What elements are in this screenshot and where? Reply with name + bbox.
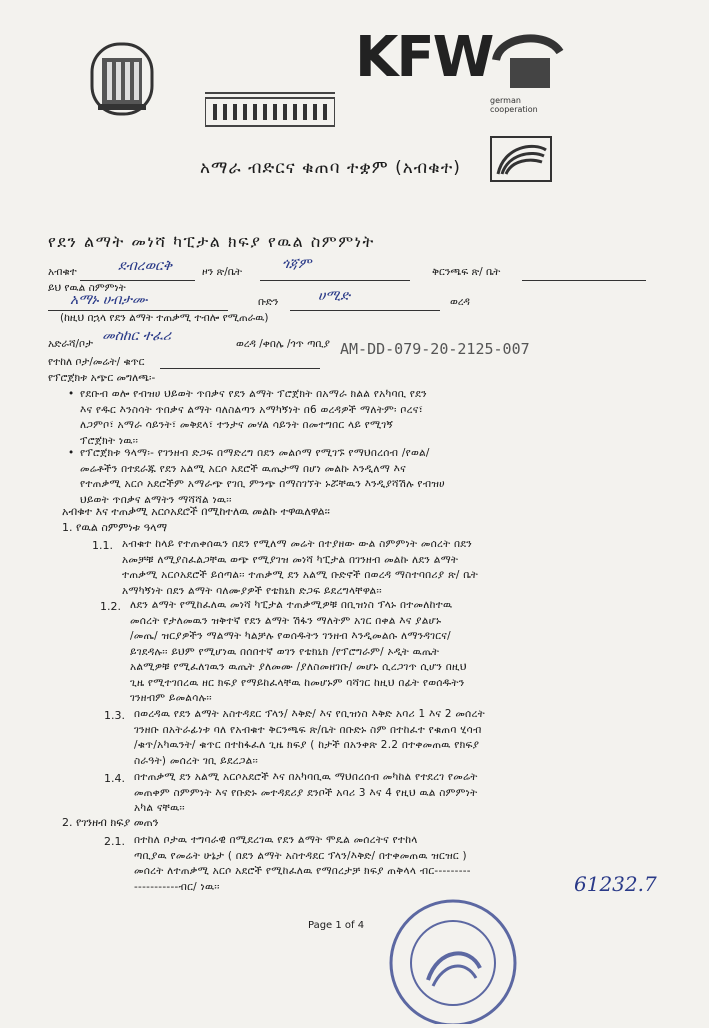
branch-label: አብቁተ xyxy=(48,266,77,278)
project-bullet-1: • የደቡብ ወሎ የብዝሀ ህይወት ጥበቃና የደን ልማት ፕሮጀክት በአማራ ክልል የአካባቢ የደን እና የዱር እንስሳት ጥበቃና ልማት ባለስልጣን አማካኝነት በ6 ወረዳዎች ማለትም፡ ቦረና፣ ለጋምቦ፣ አማራ ሳይንት፣ መቅደላ፣ ተንታና መሃል ሳይንት በመተግበር ላይ የሚገኝ ፕሮጀክት ነዉ፡፡ xyxy=(80,387,660,449)
group-label: ቡድን xyxy=(258,296,279,308)
clause-2-1-number: 2.1. xyxy=(104,835,125,848)
clause-1-2-number: 1.2. xyxy=(100,600,121,613)
amhara-building-logo xyxy=(88,36,156,118)
clause-1-4-number: 1.4. xyxy=(104,772,125,785)
institution-stamp xyxy=(378,888,528,1024)
kfw-logo: KFW xyxy=(355,25,493,90)
project-bullet-2: • የፕሮጀክቱ ዓላማ፡- የገንዘብ ድጋፍ በማድረግ በደን መልሶማ የሚገኙ የማህበረሰብ /የወል/ መሬቶችን በተደራጁ የደን አልሚ አርሶ አደሮች ዉጤታማ በሆነ መልኩ እንዲለማ እና የተጠቃሚ አርሶ አደሮችም አማራጭ የገቢ ምንጭ በማስገኘት ኑሯቸዉን እንዲያሻሽሉ የብዝሀ ህይወት ጥበቃና ልማትን ማሻሻል ነዉ፡፡ xyxy=(80,446,660,508)
beneficiary-underline xyxy=(48,310,228,311)
german-cooperation-label: german cooperation xyxy=(490,96,538,114)
section-2-title: 2. የገንዘብ ክፍያ መጠን xyxy=(62,816,159,829)
plot-number-value: AM-DD-079-20-2125-007 xyxy=(340,340,530,358)
section-1-title: 1. የዉል ስምምነቱ ዓላማ xyxy=(62,521,168,534)
handwritten-margin-number: 61232.7 xyxy=(574,872,657,896)
project-description-label: የፕሮጀክቱ አጭር መግለጫ፡- xyxy=(48,372,156,384)
group-value: ሀሚድ xyxy=(318,288,350,304)
zone-office-value: ጎጃም xyxy=(282,256,312,272)
header-bar-graphic xyxy=(205,92,335,130)
clause-1-2-text: ለደን ልማት የሚከፈለዉ መነሻ ካፒታል ተጠቃሚዎቹ በቢዝነስ ፕላኑ በተመለከተዉ መሰረት የታለመዉን ዝቅተኛ የደን ልማት ሽፋን ማለትም አገር በቀል እና ያልሆኑ /መጤ/ ዝርያዎችን ማልማት ካልቻሉ የወሰዱትን ገንዘብ እንዲመልሱ ለማንዳገርና/ ይገደዳሉ፡፡ ይህም የሚሆነዉ በሰበተኛ ወገን የቴክኒክ /የፕሮግራም/ ኦዲት ዉጤት አልሚዎቹ የሚፈለገዉን ዉጤት ያለመሙ /ያለስመዘገቡ/ መሆኑ ሲረጋገጥ ሲሆን በዚህ ጊዜ የሚተገበረዉ ዘር ክፍያ የማይከፈላቸዉ ከመሆኑም ባሻገር ከዚህ በፊት የወሰዱትን ገንዘብም ይመልሳሉ፡፡ xyxy=(130,599,467,704)
plot-number-underline xyxy=(160,368,320,369)
document-title: የደን ልማት መነሻ ካፒታል ክፍያ የዉል ስምምነት xyxy=(48,232,375,251)
agreement-label: ይህ የዉል ስምምነት xyxy=(48,282,126,294)
clause-1-3-number: 1.3. xyxy=(104,709,125,722)
address-suffix: ወረዳ /ቀበሌ /ጎጥ ጣቢያ xyxy=(236,338,330,350)
plot-number-label: የተከለ ቦታ/መሬት/ ቁጥር xyxy=(48,356,145,368)
address-label: አድራሻ/ቦታ xyxy=(48,338,93,350)
clause-1-1-number: 1.1. xyxy=(92,539,113,552)
beneficiary-note: (ከዚህ በኋላ የደን ልማት ተጠቃሚ ተብሎ የሚጠራዉ) xyxy=(60,312,269,324)
zone-office-label: ዞን ጽ/ቤት xyxy=(202,266,243,278)
beneficiary-name-value: አማኑ ሀብታሙ xyxy=(70,292,148,308)
address-value: መስከር ተፈሪ xyxy=(102,328,171,344)
branch-value: ደብረወርቅ xyxy=(118,258,173,274)
clause-2-1-text: በተከለ ቦታዉ ተግባራዊ በሚደረገዉ የደን ልማት ሞዴል መሰረትና የተከላ ጣቢያዉ የመሬት ሁኔታ ( በደን ልማት አስተዳደር ፕላን/እቅድ/ በተቀመጠዉ ዝርዝር ) መሰረት ለተጠቃሚ አርሶ አደሮች የሚከፈለዉ የማበረታቻ ክፍያ ጠቅላላ ብር--------- -----------ብር/ ነዉ፡፡ xyxy=(134,834,471,893)
intro-line: አብቁተ እና ተጠቃሚ አርሶአደሮች በሚከተለዉ መልኩ ተዋዉለዋል፡፡ xyxy=(62,505,330,518)
zone-office-underline xyxy=(260,280,410,281)
sub-branch-underline xyxy=(522,280,646,281)
clause-1-1-text: አብቁተ ከላይ የተጠቀሰዉን በደን የሚለማ መሬት በተያዘው ውል ስምምነት መሰረት በደን አመቻቹ ለሚያስፈልጋቸዉ ወጭ የሚያገዝ መነሻ ካፒታል በገንዘብ መልኩ ለደን ልማት ተጠቃሚ አርሶአደሮች ይሰጣል፡፡ ተጠቃሚ ደን አልሚ ቡድኖች በወረዳ ማስተባበሪያ ጽ/ ቤት አማካኝነት በደን ልማት ባለሙያዎች የቴክኒክ ድጋፍ ይደረግላቸዋል፡፡ xyxy=(122,538,479,597)
clause-1-4-text: በተጠቃሚ ደን አልሚ አርሶአደሮች እና በአካባቢዉ ማህበረሰብ መካከል የተደረገ የመሬት መጠቀም ስምምነት እና የቡድኑ መተዳደሪያ ደንቦች አባሪ 3 እና 4 የዚህ ዉል ስምምነት አካል ናቸዉ፡፡ xyxy=(134,771,478,814)
page-footer: Page 1 of 4 xyxy=(308,920,365,931)
sub-branch-label: ቅርንጫፍ ጽ/ ቤት xyxy=(432,266,501,278)
group-underline xyxy=(290,310,440,311)
acsi-logo xyxy=(490,136,552,182)
woreda-suffix: ወረዳ xyxy=(450,296,470,308)
clause-1-3-text: በወረዳዉ የደን ልማት አስተዳደር ፕላን/ እቅድ/ እና የቢዝነስ እቅድ አባሪ 1 እና 2 መሰረት ገንዘቡ በአትራፊነቱ ባለ የአብቁተ ቅርንጫፍ ጽ/ቤት በቡድኑ ስም በተከፈተ የቁጠባ ሂሳብ /ቁጥ/አካዉንት/ ቁጥር በተከፋፈለ ጊዜ ክፍያ ( ከታች በአንቀጽ 2.2 በተቀመጠዉ የክፍያ ስራዓት) መሰረት ገቢ ይደረጋል፡፡ xyxy=(134,708,485,767)
branch-underline xyxy=(80,280,195,281)
german-cooperation-logo xyxy=(490,30,566,116)
organization-title: አማራ ብድርና ቁጠባ ተቋም (አብቁተ) xyxy=(200,158,461,178)
